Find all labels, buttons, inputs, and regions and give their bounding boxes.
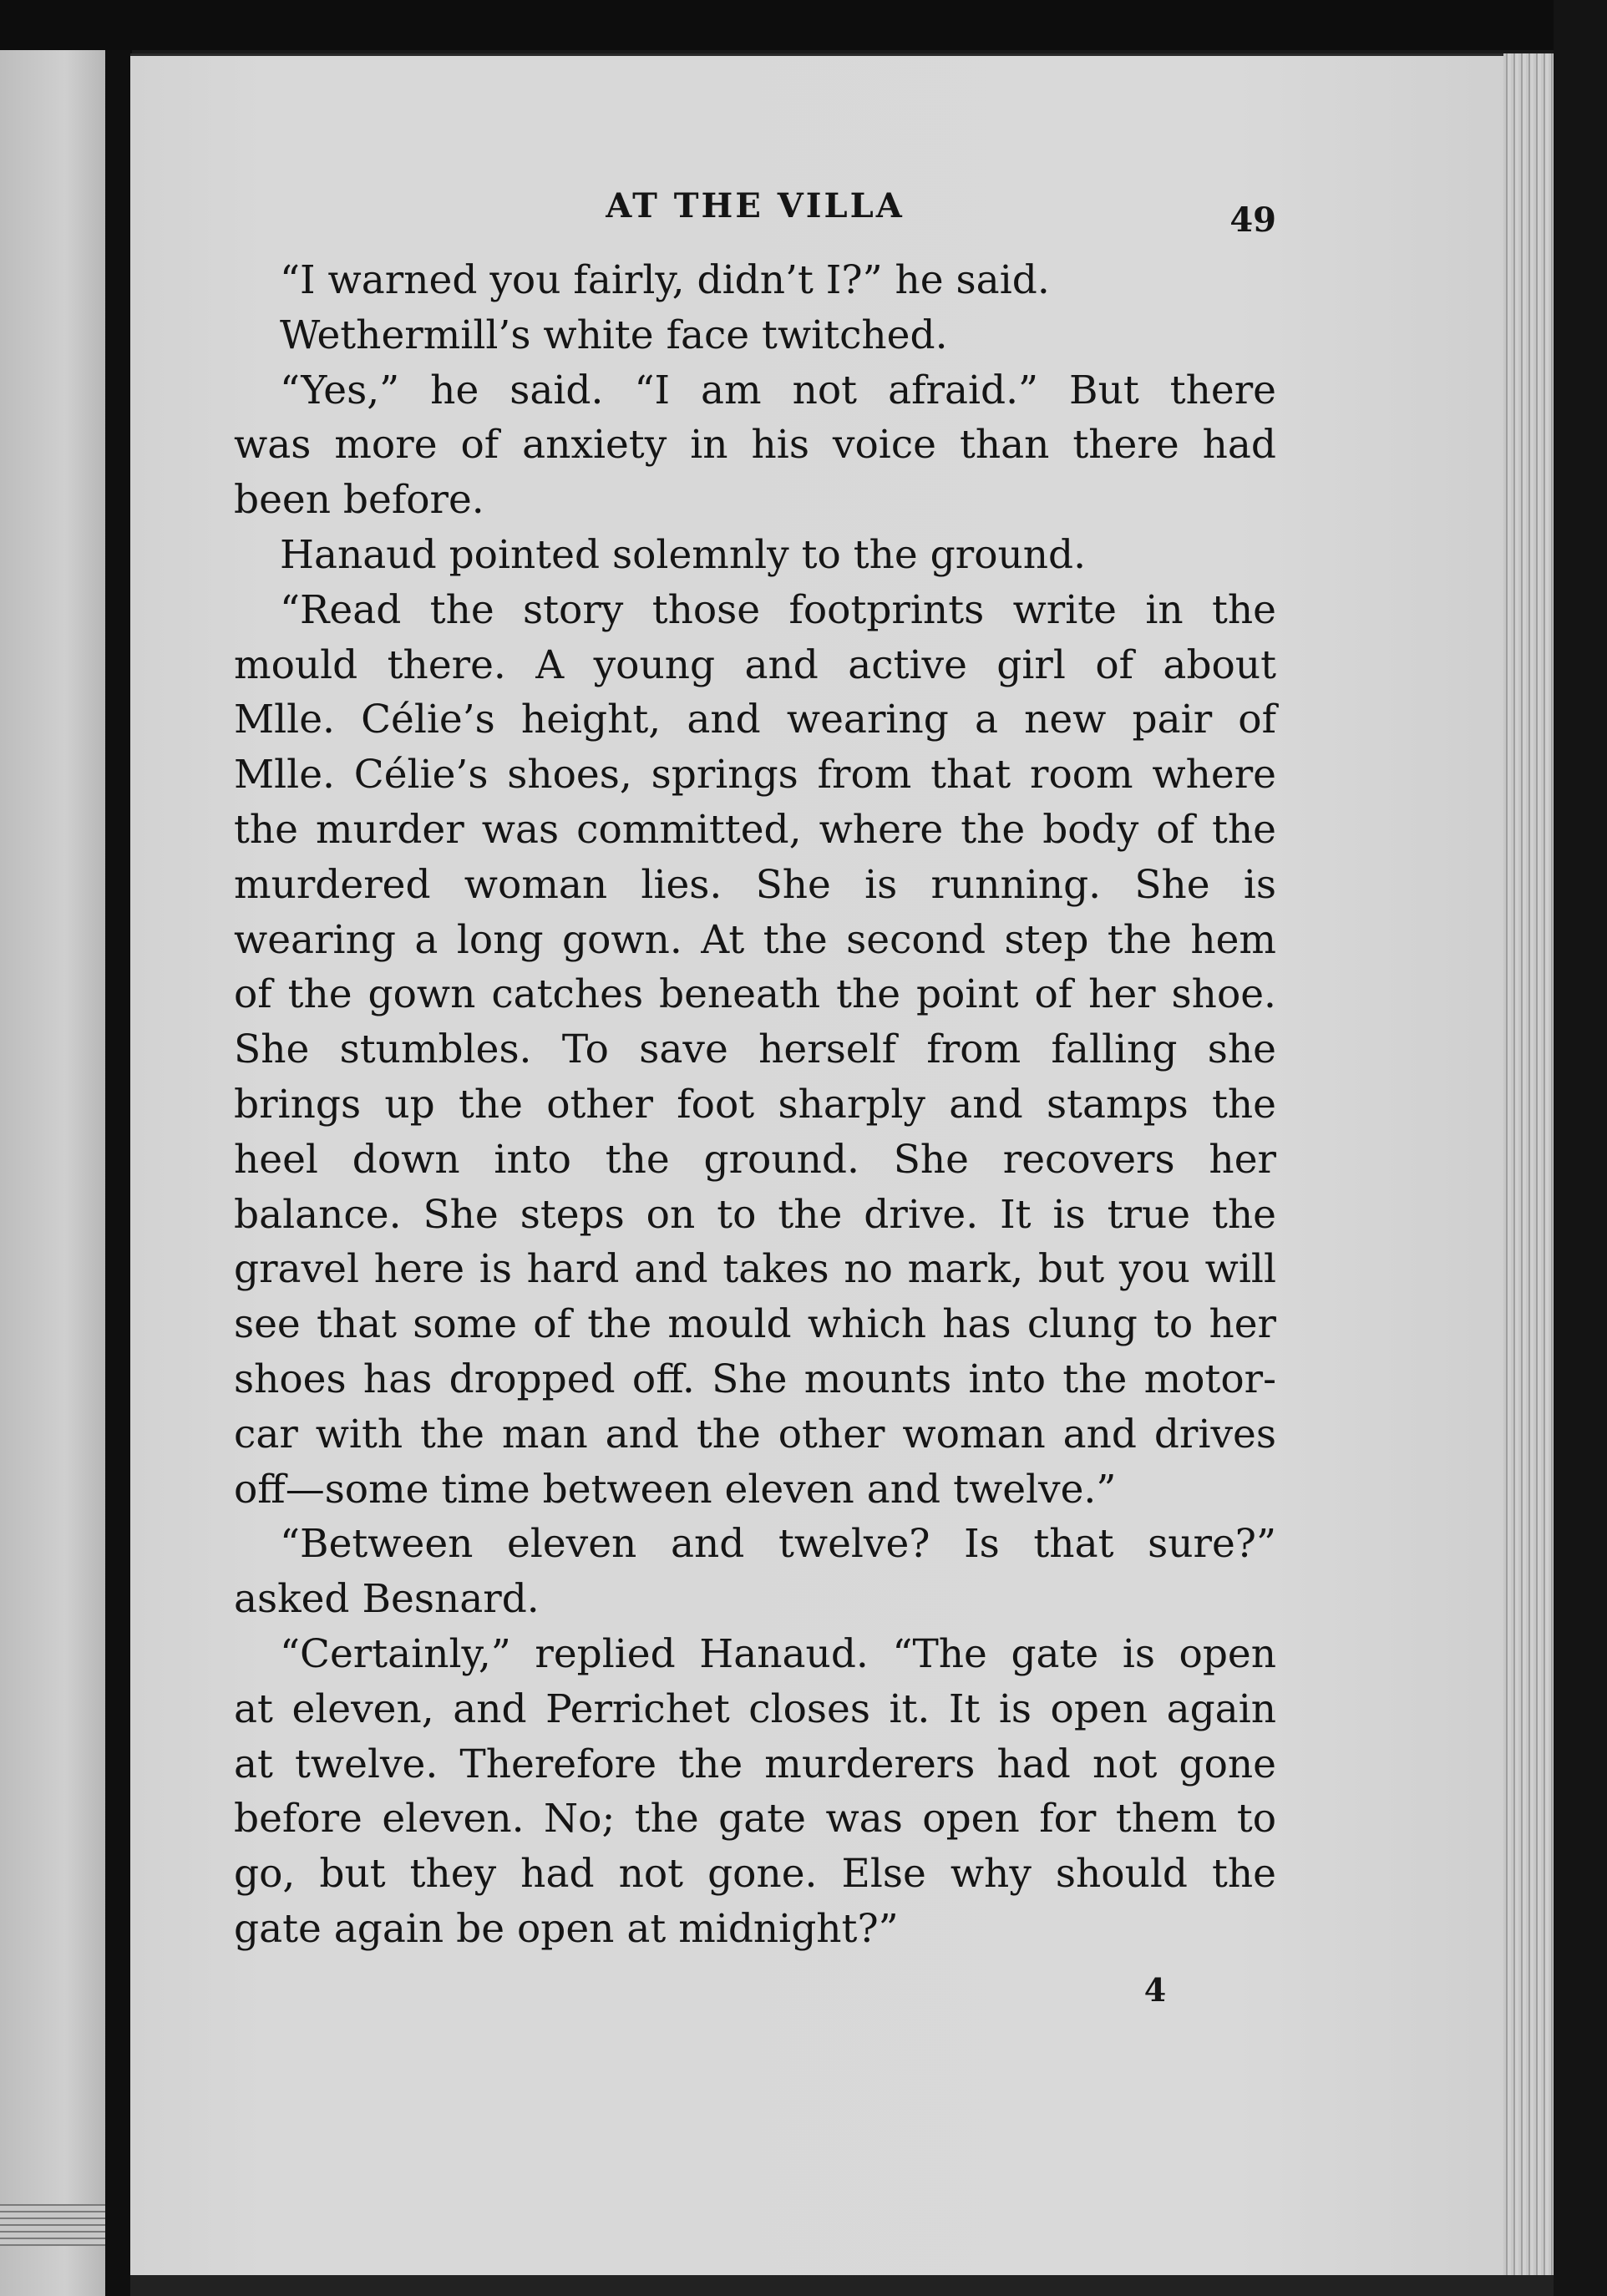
facing-page-edge <box>0 50 109 2296</box>
running-head <box>234 171 1276 238</box>
scan-top-border <box>0 0 1607 50</box>
text-line: go, but they had not gone. Else why should the <box>234 1851 1276 1898</box>
signature-mark: 4 <box>1143 1971 1167 2009</box>
text-line: “Yes,” he said. “I am not afraid.” But there <box>280 367 1276 413</box>
text-line: Mlle. Célie’s shoes, springs from that room where <box>234 752 1276 798</box>
text-line: of the gown catches beneath the point of her shoe. <box>234 971 1276 1018</box>
scan-bottom-border <box>130 2275 1554 2296</box>
text-line: see that some of the mould which has clung to her <box>234 1301 1276 1348</box>
text-line: at twelve. Therefore the murderers had not gone <box>234 1741 1276 1787</box>
text-line: balance. She steps on to the drive. It is true the <box>234 1191 1276 1238</box>
text-line: gravel here is hard and takes no mark, but you will <box>234 1246 1276 1293</box>
text-line: murdered woman lies. She is running. She is <box>234 861 1276 908</box>
text-line: before eleven. No; the gate was open for them to <box>234 1796 1276 1842</box>
text-line: at eleven, and Perrichet closes it. It is open again <box>234 1685 1276 1732</box>
facing-page-text-fragment <box>0 2204 109 2246</box>
text-line: “Read the story those footprints write in the <box>280 586 1276 633</box>
text-line: been before. <box>234 477 484 524</box>
text-line: “Certainly,” replied Hanaud. “The gate is open <box>280 1630 1276 1677</box>
text-line: brings up the other foot sharply and stamps the <box>234 1081 1276 1128</box>
text-line: “Between eleven and twelve? Is that sure?” <box>280 1521 1276 1568</box>
text-line: Wethermill’s white face twitched. <box>280 312 948 358</box>
text-line: She stumbles. To save herself from falling she <box>234 1026 1276 1073</box>
text-line: “I warned you fairly, didn’t I?” he said. <box>280 257 1050 303</box>
book-gutter <box>105 50 132 2296</box>
text-line: off—some time between eleven and twelve.” <box>234 1466 1117 1513</box>
text-line: the murder was committed, where the body of the <box>234 806 1276 853</box>
text-line: shoes has dropped off. She mounts into the motor- <box>234 1356 1276 1402</box>
text-line: wearing a long gown. At the second step the hem <box>234 916 1276 963</box>
text-line: gate again be open at midnight?” <box>234 1905 899 1952</box>
text-line: asked Besnard. <box>234 1576 540 1623</box>
text-line: Mlle. Célie’s height, and wearing a new pair of <box>234 697 1276 743</box>
running-title: AT THE VILLA <box>606 186 905 226</box>
text-line: Hanaud pointed solemnly to the ground. <box>280 531 1087 578</box>
page-number: 49 <box>1229 200 1276 240</box>
text-line: mould there. A young and active girl of about <box>234 641 1276 688</box>
text-line: was more of anxiety in his voice than there had <box>234 422 1276 469</box>
body-text <box>234 253 1276 1957</box>
scan-right-border <box>1554 0 1607 2296</box>
text-line: car with the man and the other woman and drives <box>234 1411 1276 1457</box>
text-line: heel down into the ground. She recovers her <box>234 1136 1276 1183</box>
page-stack-edge <box>1503 53 1554 2296</box>
